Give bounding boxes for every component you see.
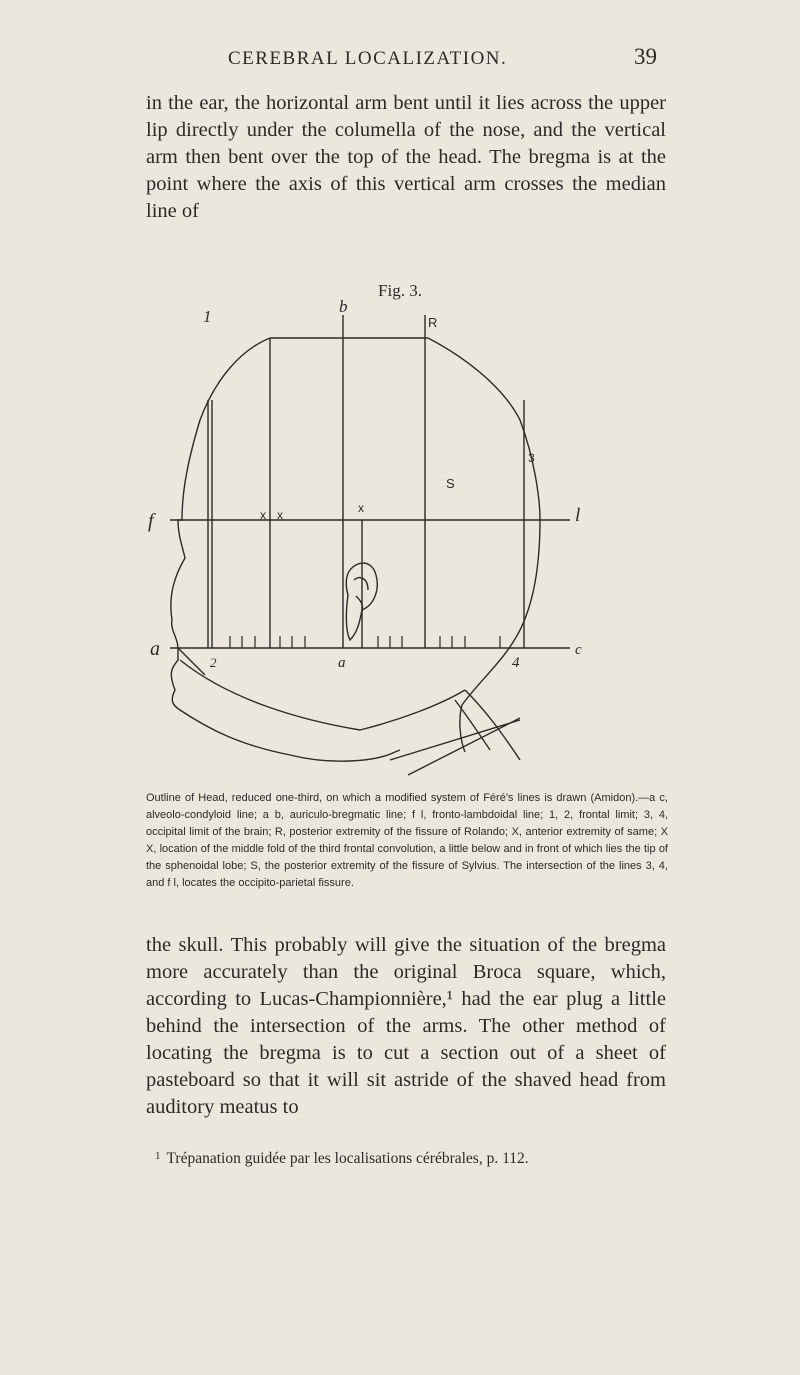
figure-label: Fig. 3. [378,281,422,300]
label-x2: x [277,508,283,522]
label-1: 1 [203,307,212,326]
label-2: 2 [210,655,217,670]
label-f: f [148,510,154,532]
label-l: l [575,505,581,526]
label-4: 4 [512,655,520,671]
head-outline-path [171,338,290,755]
running-title: CEREBRAL LOCALIZATION. [228,48,508,69]
page-number: 39 [634,44,657,69]
label-b: b [339,297,348,316]
footnote-text: Trépanation guidée par les localisations cérébrales, p. 112. [166,1150,529,1167]
footnote [155,1150,675,1168]
label-a-bottom: a [338,655,346,671]
body-paragraph-top: in the ear, the horizontal arm bent until it lies across the upper lip directly under the columella of the nose, and the vertical arm then bent over the top of the head. The bregma is at the point where the axis of this vertical arm crosses the median line of [146,92,666,222]
body-paragraph-bottom: the skull. This probably will give the situation of the bregma more accurately than the original Broca square, which, according to Lucas-Championnière,¹ had the ear plug a little behind the intersection of the arms. The other method of locating the bregma is to cut a section out of a sheet of pasteboard so that it will sit astride of the shaved head from auditory meatus to [146,934,666,1118]
label-c: c [575,642,582,658]
label-a-left: a [150,638,160,660]
label-3: 3 [528,451,535,465]
footnote-mark: 1 [155,1150,161,1162]
label-R: R [428,315,438,330]
label-S: S [446,476,455,491]
label-x1: x [260,508,266,522]
figure-caption: Outline of Head, reduced one-third, on which a modified system of Féré's lines is drawn (Amidon).—a c, alveolo-condyloid line; a b, auriculo-bregmatic line; f l, fronto-lambdoidal line; 1, 2, frontal limit; 3, 4, occipital limit of the brain; R, posterior extremity of the fissure of Rolando; X, anterior extremity of same; X X, location of the middle fold of the third frontal convolution, a little below and in front of which lies the tip of the sphenoidal lobe; S, the posterior extremity of the fissure of Sylvius. The intersection of the lines 3, 4, and f l, locates the occipito-parietal fissure. [146,792,668,889]
label-x3: x [358,501,364,515]
